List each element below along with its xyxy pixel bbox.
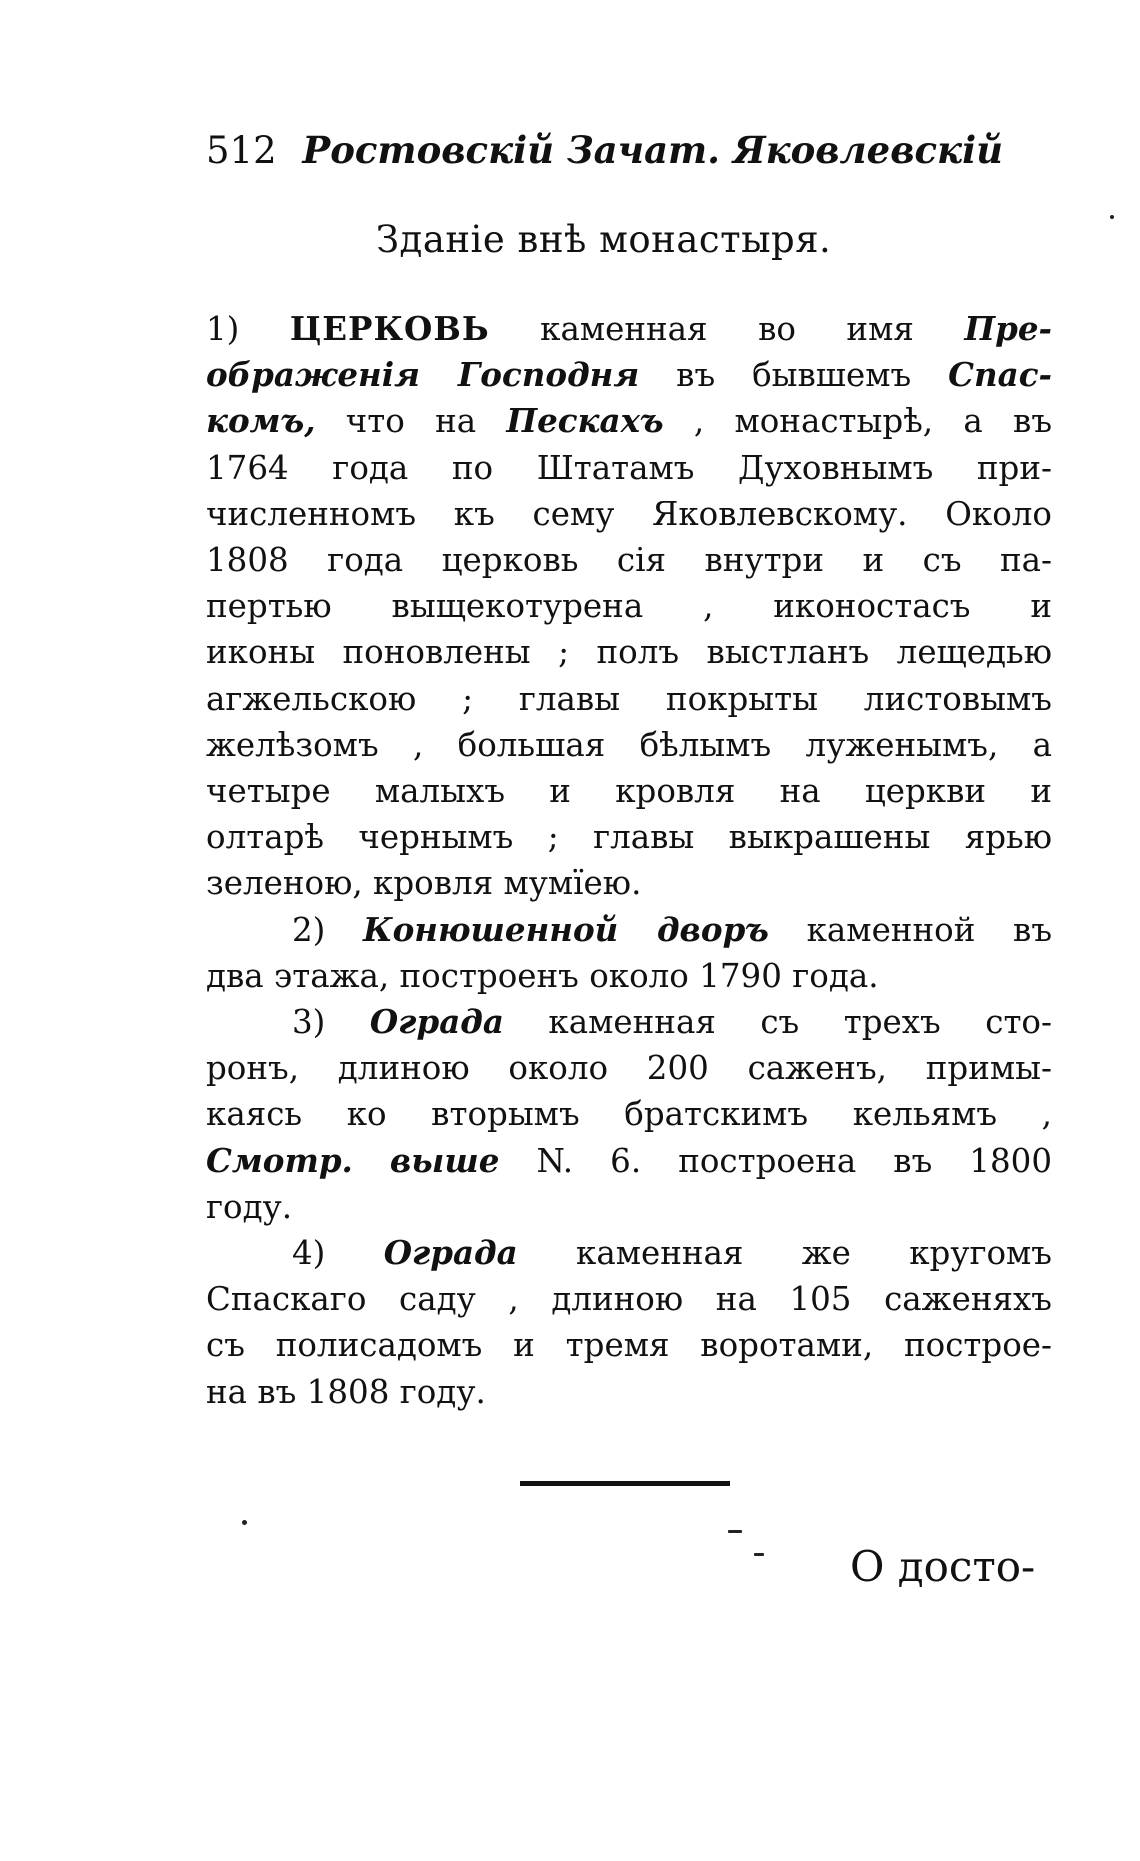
text-line	[206, 1138, 1052, 1184]
text-segment: каясь ко вторымъ братскимъ кельямъ ,	[206, 1095, 1052, 1134]
text-line	[206, 1091, 1052, 1137]
text-line	[206, 722, 1052, 768]
text-line	[206, 907, 1052, 953]
text-line	[206, 491, 1052, 537]
text-segment: каменной въ	[768, 910, 1052, 949]
text-segment: что на	[315, 402, 507, 441]
paragraph-3	[206, 999, 1052, 1230]
text-line	[206, 953, 1052, 999]
caps-word: ЦЕРКОВЬ	[289, 309, 490, 348]
italic-phrase: Пре-	[964, 309, 1052, 348]
text-line	[206, 860, 1052, 906]
text-segment: N. 6. построена въ 1800	[499, 1141, 1052, 1180]
text-line	[206, 306, 1052, 352]
text-line	[206, 999, 1052, 1045]
text-line	[206, 352, 1052, 398]
text-segment: 3)	[292, 1003, 370, 1042]
page-number: 512	[206, 129, 277, 172]
text-segment: въ бывшемъ	[639, 356, 949, 395]
text-segment: 4)	[292, 1234, 384, 1273]
section-title: Зданіе внѣ монастыря.	[376, 218, 832, 261]
text-segment: ронъ, длиною около 200 саженъ, примы-	[206, 1049, 1052, 1088]
text-segment: году.	[206, 1187, 293, 1226]
text-line	[206, 1045, 1052, 1091]
text-segment: пертью выщекотурена , иконостасъ и	[206, 587, 1052, 626]
text-segment: 2)	[292, 910, 364, 949]
text-segment: каменная во имя	[489, 310, 965, 348]
italic-phrase: комъ,	[206, 401, 316, 441]
italic-phrase: Ограда	[369, 1002, 504, 1042]
text-line	[206, 583, 1052, 629]
text-segment: желѣзомъ , большая бѣлымъ луженымъ, а	[206, 725, 1052, 764]
text-line	[206, 768, 1052, 814]
italic-phrase: Пескахъ	[506, 401, 664, 441]
catchword: О досто-	[850, 1542, 1036, 1591]
text-segment: съ полисадомъ и тремя воротами, построе-	[206, 1326, 1052, 1365]
text-line	[206, 1322, 1052, 1368]
italic-phrase: выше	[389, 1140, 500, 1180]
text-segment: 1808 года церковь сія внутри и съ па-	[206, 541, 1052, 580]
text-segment: олтарѣ чернымъ ; главы выкрашены ярью	[206, 818, 1052, 857]
italic-phrase: ображенія Господня	[206, 355, 640, 395]
text-segment: каменная же кругомъ	[517, 1234, 1052, 1273]
text-segment: численномъ къ сему Яковлевскому. Около	[206, 494, 1052, 533]
text-line	[206, 1184, 1052, 1230]
text-segment: агжельскою ; главы покрыты листовымъ	[206, 679, 1052, 718]
text-segment: Спаскаго саду , длиною на 105 саженяхъ	[206, 1280, 1052, 1319]
body-text	[206, 306, 1052, 1415]
text-line	[206, 398, 1052, 444]
text-line	[206, 537, 1052, 583]
paragraph-2	[206, 907, 1052, 999]
divider-rule	[520, 1481, 730, 1486]
italic-phrase: Конюшенной дворъ	[363, 909, 769, 949]
text-line	[206, 629, 1052, 675]
text-segment: , монастырѣ, а въ	[663, 402, 1052, 441]
paragraph-1	[206, 306, 1052, 907]
running-title: Ростовскій Зачат. Яковлевскій	[302, 128, 1004, 172]
italic-phrase: Спас-	[948, 355, 1052, 395]
text-segment: зеленою, кровля мумїею.	[206, 864, 642, 903]
text-segment: два этажа, построенъ около 1790 года.	[206, 956, 879, 995]
text-segment: 1)	[206, 310, 290, 348]
scan-speck	[754, 1553, 764, 1556]
italic-phrase: Смотр.	[206, 1140, 353, 1180]
scan-speck	[1110, 215, 1114, 219]
scan-speck	[242, 1520, 247, 1525]
paragraph-4	[206, 1230, 1052, 1415]
scan-speck	[728, 1530, 742, 1533]
italic-phrase: Ограда	[383, 1233, 518, 1273]
text-line	[206, 445, 1052, 491]
text-line	[206, 1369, 1052, 1415]
page-header	[206, 128, 1006, 173]
text-line	[206, 1230, 1052, 1276]
text-line	[206, 814, 1052, 860]
text-line	[206, 1276, 1052, 1322]
text-segment: каменная съ трехъ сто-	[503, 1003, 1052, 1042]
text-segment: четыре малыхъ и кровля на церкви и	[206, 772, 1052, 811]
text-line	[206, 676, 1052, 722]
text-segment: 1764 года по Штатамъ Духовнымъ при-	[206, 448, 1052, 487]
text-segment	[353, 1142, 390, 1180]
text-segment: иконы поновлены ; полъ выстланъ лещедью	[206, 633, 1052, 672]
text-segment: на въ 1808 году.	[206, 1372, 486, 1411]
